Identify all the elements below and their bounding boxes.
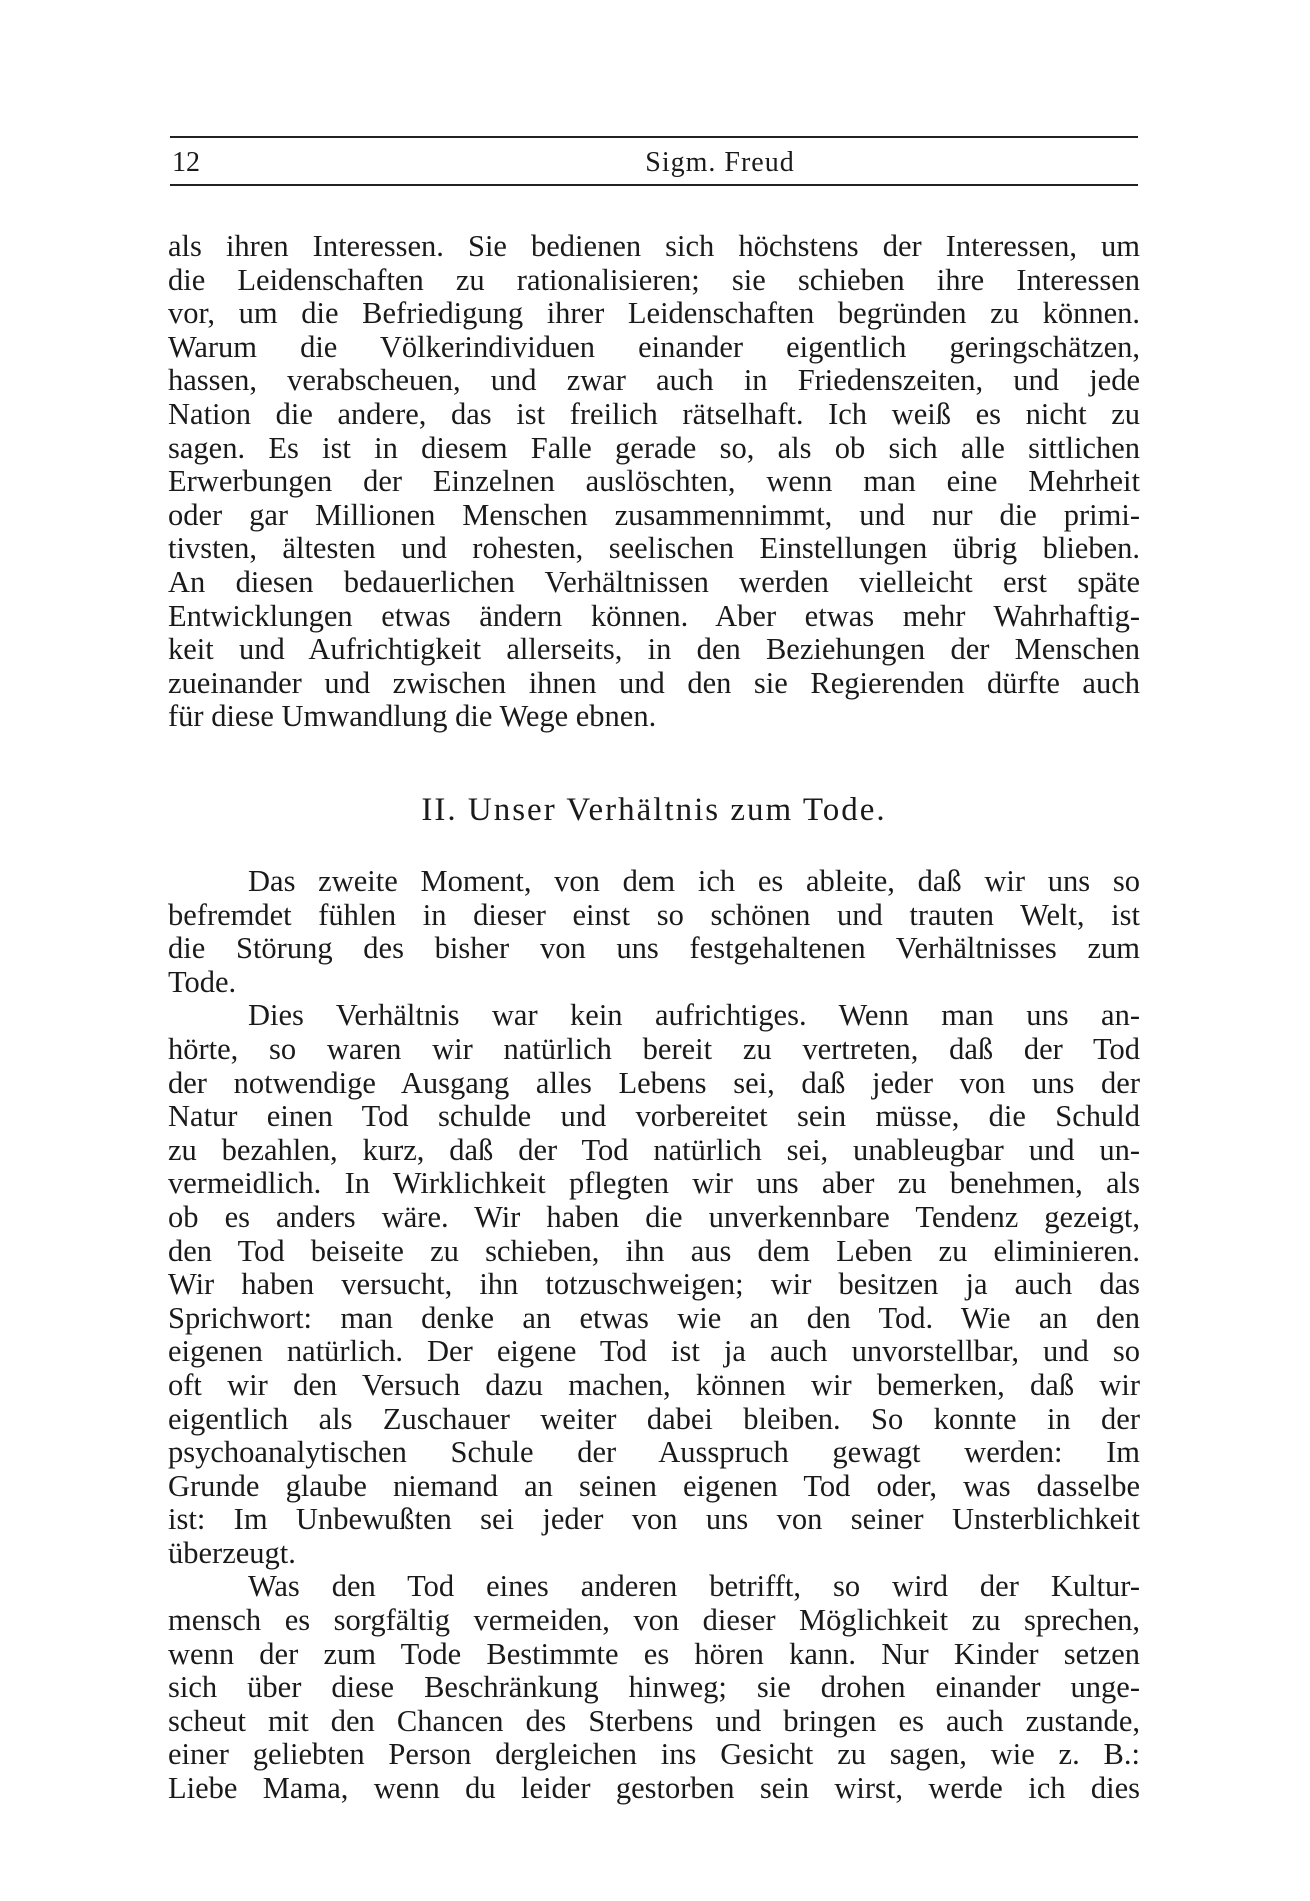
text-line: hörte, so waren wir natürlich bereit zu vertreten, daß der Tod <box>168 1032 1140 1066</box>
text-line: die Störung des bisher von uns festgehaltenen Verhältnisses zum <box>168 932 1140 966</box>
section-body <box>168 865 1140 1806</box>
text-line: hassen, verabscheuen, und zwar auch in Friedenszeiten, und jede <box>168 364 1140 398</box>
text-line: ob es anders wäre. Wir haben die unverkennbare Tendenz gezeigt, <box>168 1200 1140 1234</box>
text-line: oder gar Millionen Menschen zusammennimmt, und nur die primi- <box>168 498 1140 532</box>
text-line: tivsten, ältesten und rohesten, seelischen Einstellungen übrig blieben. <box>168 532 1140 566</box>
text-line: Liebe Mama, wenn du leider gestorben sein wirst, werde ich dies <box>168 1772 1140 1806</box>
text-line: Natur einen Tod schulde und vorbereitet sein müsse, die Schuld <box>168 1100 1140 1134</box>
text-line: Sprichwort: man denke an etwas wie an den Tod. Wie an den <box>168 1301 1140 1335</box>
text-line: Wir haben versucht, ihn totzuschweigen; wir besitzen ja auch das <box>168 1268 1140 1302</box>
text-line: zu bezahlen, kurz, daß der Tod natürlich sei, unableugbar und un- <box>168 1133 1140 1167</box>
text-line: scheut mit den Chancen des Sterbens und bringen es auch zustande, <box>168 1704 1140 1738</box>
text-line: als ihren Interessen. Sie bedienen sich höchstens der Interessen, um <box>168 230 1140 263</box>
text-line: vor, um die Befriedigung ihrer Leidenschaften begründen zu können. <box>168 297 1140 331</box>
text-line: Das zweite Moment, von dem ich es ableite, daß wir uns so <box>248 865 1140 898</box>
text-line: den Tod beiseite zu schieben, ihn aus dem Leben zu eliminieren. <box>168 1234 1140 1268</box>
section-heading: II. Unser Verhältnis zum Tode. <box>421 792 887 828</box>
text-line: Was den Tod eines anderen betrifft, so wird der Kultur- <box>248 1570 1140 1604</box>
text-line: befremdet fühlen in dieser einst so schönen und trauten Welt, ist <box>168 898 1140 932</box>
text-line: Erwerbungen der Einzelnen auslöschten, wenn man eine Mehrheit <box>168 465 1140 499</box>
text-line: einer geliebten Person dergleichen ins Gesicht zu sagen, wie z. B.: <box>168 1738 1140 1772</box>
text-line: Nation die andere, das ist freilich rätselhaft. Ich weiß es nicht zu <box>168 397 1140 431</box>
text-line: sich über diese Beschränkung hinweg; sie drohen einander unge- <box>168 1671 1140 1705</box>
text-line: wenn der zum Tode Bestimmte es hören kann. Nur Kinder setzen <box>168 1637 1140 1671</box>
paragraph-continued <box>168 230 1140 734</box>
text-line: mensch es sorgfältig vermeiden, von dieser Möglichkeit zu sprechen, <box>168 1604 1140 1638</box>
text-line: überzeugt. <box>168 1536 296 1570</box>
text-line: Entwicklungen etwas ändern können. Aber etwas mehr Wahrhaftig- <box>168 599 1140 633</box>
text-line: keit und Aufrichtigkeit allerseits, in den Beziehungen der Menschen <box>168 633 1140 667</box>
text-line: eigenen natürlich. Der eigene Tod ist ja auch unvorstellbar, und so <box>168 1335 1140 1369</box>
text-line: eigentlich als Zuschauer weiter dabei bleiben. So konnte in der <box>168 1402 1140 1436</box>
running-head: Sigm. Freud <box>645 147 795 178</box>
text-line: Dies Verhältnis war kein aufrichtiges. Wenn man uns an- <box>248 999 1140 1033</box>
text-line: für diese Umwandlung die Wege ebnen. <box>168 700 657 734</box>
header-rule-bottom <box>170 184 1138 186</box>
text-line: Warum die Völkerindividuen einander eigentlich geringschätzen, <box>168 330 1140 364</box>
page-number: 12 <box>172 147 200 178</box>
header-rule-top <box>170 136 1138 138</box>
text-line: oft wir den Versuch dazu machen, können wir bemerken, daß wir <box>168 1368 1140 1402</box>
text-line: zueinander und zwischen ihnen und den sie Regierenden dürfte auch <box>168 666 1140 700</box>
text-line: psychoanalytischen Schule der Ausspruch gewagt werden: Im <box>168 1436 1140 1470</box>
text-line: der notwendige Ausgang alles Lebens sei, daß jeder von uns der <box>168 1066 1140 1100</box>
text-line: Grunde glaube niemand an seinen eigenen Tod oder, was dasselbe <box>168 1469 1140 1503</box>
text-line: die Leidenschaften zu rationalisieren; sie schieben ihre Interessen <box>168 263 1140 297</box>
text-line: An diesen bedauerlichen Verhältnissen werden vielleicht erst späte <box>168 565 1140 599</box>
text-line: ist: Im Unbewußten sei jeder von uns von seiner Unsterblichkeit <box>168 1503 1140 1537</box>
text-line: Tode. <box>168 965 237 999</box>
text-line: vermeidlich. In Wirklichkeit pflegten wir uns aber zu benehmen, als <box>168 1167 1140 1201</box>
text-line: sagen. Es ist in diesem Falle gerade so, als ob sich alle sittlichen <box>168 431 1140 465</box>
